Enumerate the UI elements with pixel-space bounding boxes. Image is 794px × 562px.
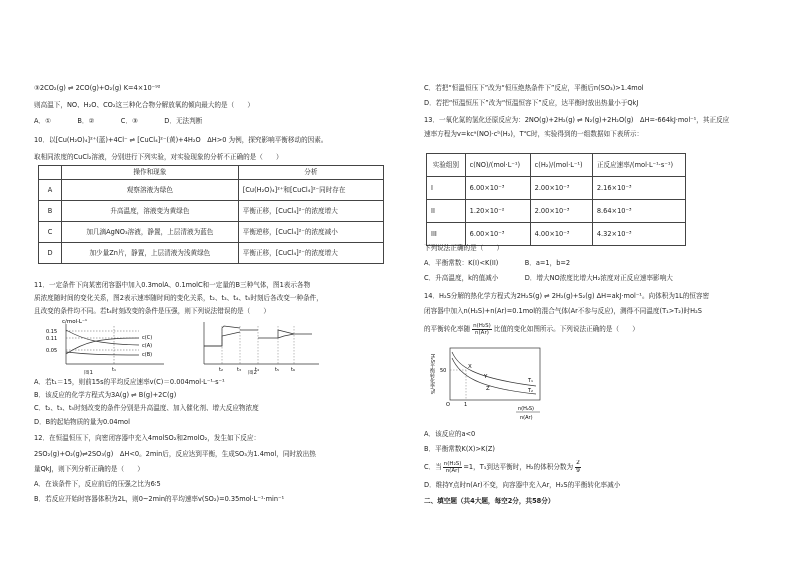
question-11-stem: 11．一定条件下向某密闭容器中加入0.3molA、0.1molC和一定量的B三种气体，图1表示各物 (34, 281, 311, 289)
table-row: D 加少量Zn片，静置，上层清液为浅黄绿色 平衡正移，[CuCl₄]²⁻的浓度增大 (39, 243, 384, 264)
question-11-option-b: B．该反应的化学方程式为3A(g) ⇌ B(g)+2C(g) (34, 391, 177, 399)
table-header: 分析 (238, 166, 383, 180)
question-14-conversion-graph (428, 344, 548, 426)
graph-origin: O (446, 402, 450, 408)
question-10-stem-2: 取相同浓度的CuCl₂溶液，分别进行下列实验，对实验现象的分析不正确的是（ ） (34, 153, 283, 161)
fig2-tick: t₄ (255, 367, 259, 373)
table-header: 正反应速率/(mol·L⁻¹·s⁻¹) (592, 154, 685, 177)
section-2-heading: 二、填空题（共4大题，每空2分，共58分） (424, 497, 555, 505)
question-12-option-c: C．若把“恒温恒压下”改为“恒压绝热条件下”反应，平衡后n(SO₃)>1.4mol (424, 84, 644, 92)
fig1-curve-b (66, 352, 139, 355)
question-11-option-d: D．B的起始物质的量为0.04mol (34, 418, 130, 426)
question-14-option-c: C．当 $\frac{\text{n(H₂S)}}{n(Ar)}$ =1，T₁到达平衡时，H₂的体积分数为 2 9 (424, 460, 580, 474)
fig1-series-label: c(A) (142, 343, 153, 349)
answer-fraction: 2 9 (576, 460, 580, 474)
graph-curve-label: T₁ (528, 378, 534, 384)
question-11-stem-3: 且改变的条件均不同。若t₄时刻改变的条件是压强，则下列说法错误的是（ ） (34, 307, 271, 315)
fig2-tick: t₅ (275, 367, 279, 373)
fig2-tick: t₂ (219, 367, 223, 373)
question-14-option-d: D．维持Y点时n(Ar)不变，向容器中充入Ar，H₂S的平衡转化率减小 (424, 481, 621, 489)
question-12-option-a: A．在该条件下，反应前后的压强之比为6∶5 (34, 480, 161, 488)
fig1-series-label: c(C) (142, 335, 153, 341)
question-11-option-c: C．t₂、t₃、t₅时刻改变的条件分别是升高温度、加入催化剂、增大反应物浓度 (34, 404, 259, 412)
question-13-stem-2: 速率方程为v=kcᵃ(NO)·cᵇ(H₂)，T℃时，实验得到的一组数据如下表所示： (424, 130, 644, 138)
equation-line: ③2CO₂(g) ⇌ 2CO(g)+O₂(g) K=4×10⁻⁹² (34, 84, 161, 92)
graph-point-label: X (468, 364, 472, 370)
fig1-ytick: 0.11 (46, 336, 58, 342)
graph-xlabel-den: n(Ar) (520, 415, 533, 421)
figure-1-caption: 图1 (84, 370, 93, 376)
graph-frame (450, 348, 540, 400)
table-header: 操作和现象 (62, 166, 239, 180)
question-11-stem-2: 质浓度随时间的变化关系，图2表示速率随时间的变化关系，t₂、t₃、t₄、t₅时刻后各改变一种条件， (34, 294, 323, 302)
figure-2-caption: 图2 (248, 370, 257, 376)
fig2-tick: t₃ (237, 367, 241, 373)
fig1-ylabel: c/mol·L⁻¹ (62, 319, 88, 325)
question-13-prompt: 下列说法正确的是（ ） (424, 244, 504, 252)
question-9-stem: 则高温下，NO、H₂O、CO₂这三种化合物分解放氧的倾向最大的是（ ） (34, 101, 254, 109)
question-12-stem: 12．在恒温恒压下，向密闭容器中充入4molSO₂和2molO₂，发生如下反应： (34, 434, 261, 442)
table-row: B 升高温度，溶液变为黄绿色 平衡正移，[CuCl₄]²⁻的浓度增大 (39, 201, 384, 222)
graph-curve-t1 (452, 352, 536, 386)
graph-ylabel: H₂S平衡转化率/% (429, 354, 435, 395)
question-12-stem-2: 2SO₂(g)+O₂(g)⇌2SO₃(g) ΔH<0。2min后，反应达到平衡，生成SO₃为1.4mol，同时放出热 (34, 450, 316, 458)
fig1-curve-a (66, 330, 139, 345)
fig1-ytick: 0.15 (46, 329, 58, 335)
table-header (39, 166, 62, 180)
question-10-table (38, 165, 384, 264)
question-13-options-ab: A．平衡常数：K(I)<K(II) B．a=1，b=2 (424, 259, 571, 267)
graph-ytick: 50 (440, 368, 447, 374)
question-14-option-b: B．平衡常数K(X)>K(Z) (424, 445, 495, 453)
table-header: c(H₂)/(mol·L⁻¹) (530, 154, 592, 177)
question-14-stem-3: 的平衡转化率随 n(H₂S) n(Ar) 比值的变化如图所示。下列说法正确的是（ ） (424, 323, 639, 337)
question-14-stem: 14．H₂S分解的热化学方程式为2H₂S(g) ⇌ 2H₂(g)+S₂(g) ΔH=akJ·mol⁻¹。向体积为1L的恒容密 (424, 292, 710, 300)
question-12-option-d: D．若把“恒温恒压下”改为“恒温恒容下”反应，达平衡时放出热量小于QkJ (424, 99, 639, 107)
table-row: II 1.20×10⁻² 2.00×10⁻³ 8.64×10⁻³ (427, 200, 686, 223)
fig2-tick: t₆ (291, 367, 295, 373)
table-row: A 观察溶液为绿色 [Cu(H₂O)₄]²⁺和[CuCl₄]²⁻同时存在 (39, 180, 384, 201)
question-10-stem: 10．以[Cu(H₂O)₄]²⁺(蓝)+4Cl⁻ ⇌ [CuCl₄]²⁻(黄)+4H₂O ΔH>0 为例，探究影响平衡移动的因素。 (34, 136, 328, 144)
ratio-fraction: $\frac{\text{n(H₂S)}}{n(Ar)}$ (443, 460, 462, 474)
graph-curve-t2 (452, 358, 536, 394)
question-14-stem-2: 闭容器中加入n(H₂S)+n(Ar)=0.1mol的混合气体(Ar不参与反应)，测得不同温度(T₁>T₂)时H₂S (424, 307, 702, 315)
question-9-options: A．① B．② C．③ D．无法判断 (34, 117, 203, 125)
fig1-curve-c (66, 338, 139, 354)
table-header: 实验组别 (427, 154, 466, 177)
graph-xtick: 1 (464, 402, 468, 408)
graph-point-label: Y (484, 374, 488, 380)
ratio-fraction: n(H₂S) n(Ar) (473, 323, 491, 337)
table-row: C 加几滴AgNO₃溶液，静置，上层清液为蓝色 平衡逆移，[CuCl₄]²⁻的浓度减小 (39, 222, 384, 243)
graph-point-label: Z (486, 386, 490, 392)
question-14-option-a: A．该反应的a<0 (424, 430, 476, 438)
fig1-tick: t₁ (112, 367, 116, 373)
figure-2-rate-graph (194, 316, 324, 374)
table-row: III 6.00×10⁻³ 4.00×10⁻³ 4.32×10⁻³ (427, 223, 686, 246)
table-row: I 6.00×10⁻³ 2.00×10⁻³ 2.16×10⁻³ (427, 177, 686, 200)
figure-1-concentration-graph (44, 316, 214, 374)
question-13-stem: 13．一氧化氮的氢化还原反应为：2NO(g)+2H₂(g) ⇌ N₂(g)+2H₂O(g) ΔH=-664kJ·mol⁻¹，其正反应 (424, 116, 730, 124)
question-12-option-b: B．若反应开始时容器体积为2L，则0~2min的平均速率v(SO₂)=0.35mol·L⁻¹·min⁻¹ (34, 495, 285, 503)
question-13-table (426, 153, 686, 246)
graph-curve-label: T₂ (528, 388, 534, 394)
fig1-series-label: c(B) (142, 352, 153, 358)
question-11-option-a: A．若t₁＝15，则前15s的平均反应速率v(C)＝0.004mol·L⁻¹·s⁻¹ (34, 378, 225, 386)
fig1-ytick: 0.05 (46, 348, 58, 354)
question-13-options-cd: C．升高温度，k的值减小 D．增大NO浓度比增大H₂浓度对正反应速率影响大 (424, 274, 673, 282)
table-header: c(NO)/(mol·L⁻¹) (465, 154, 530, 177)
question-12-stem-3: 量QkJ，则下列分析正确的是（ ） (34, 465, 144, 473)
graph-xlabel-num: n(H₂S) (518, 406, 535, 412)
